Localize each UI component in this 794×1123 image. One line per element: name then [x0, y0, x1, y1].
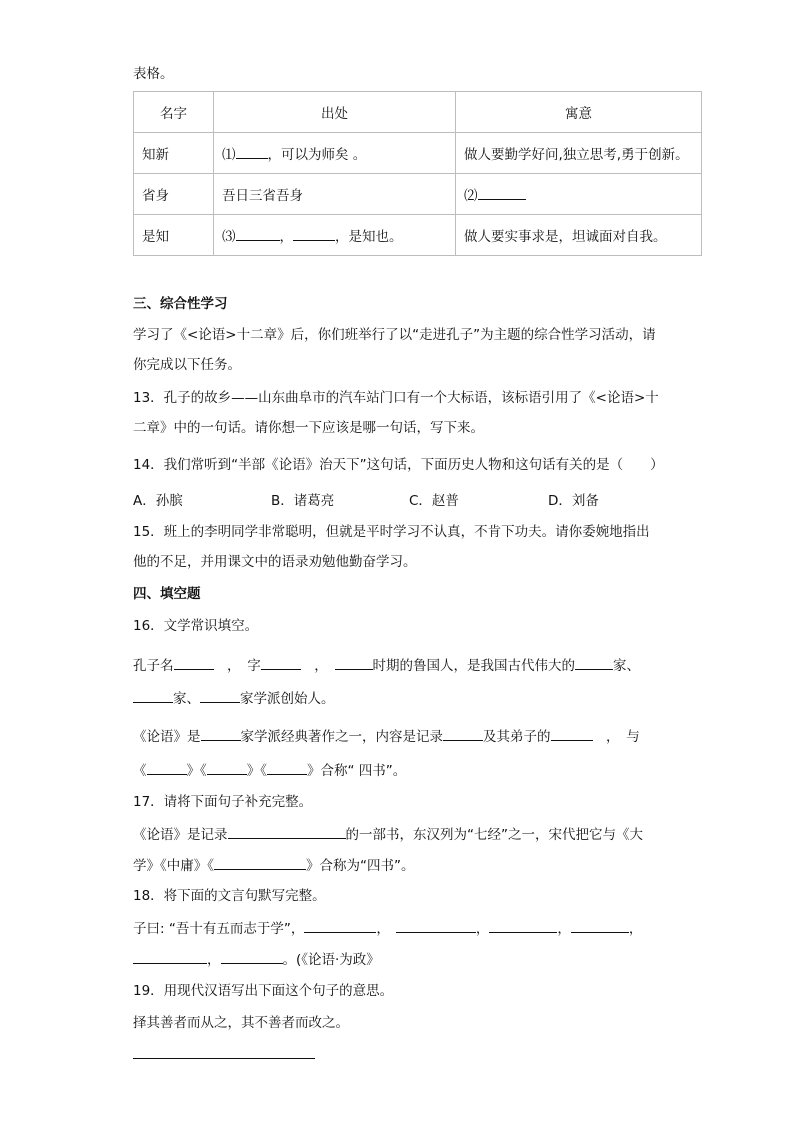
- row-meaning: 做人要勤学好问,独立思考,勇于创新。: [456, 133, 702, 174]
- answer-blank[interactable]: [133, 688, 173, 703]
- q18-text-part: ，: [475, 921, 490, 937]
- q16-text-part: 《: [133, 763, 147, 779]
- answer-blank[interactable]: [214, 855, 306, 870]
- row-meaning: 做人要实事求是，坦诚面对自我。: [456, 215, 702, 256]
- q16-text: 16．文学常识填空。: [133, 618, 259, 634]
- answer-blank[interactable]: [236, 144, 268, 159]
- q16-line2: [133, 688, 335, 709]
- answer-blank[interactable]: [478, 185, 526, 200]
- answer-blank[interactable]: [221, 949, 283, 964]
- q15-line1: 15．班上的李明同学非常聪明，但就是平时学习不认真，不肯下功夫。请你委婉地指出: [133, 524, 650, 540]
- q16-text-part: 家学派经典著作之一，内容是记录: [240, 729, 443, 745]
- answer-blank[interactable]: [200, 688, 240, 703]
- q16-text-part: 》《: [186, 763, 207, 779]
- q15-line2: 他的不足，并用课文中的语录劝勉他勤奋学习。: [133, 554, 417, 570]
- meaning-num: ⑵: [464, 188, 478, 204]
- q16-text-part: ， 与: [592, 729, 640, 745]
- header-name: 名字: [134, 92, 214, 133]
- answer-blank[interactable]: [207, 760, 247, 775]
- answer-blank[interactable]: [293, 226, 335, 241]
- q16-text-part: 家、: [173, 691, 200, 707]
- answer-blank[interactable]: [443, 726, 483, 741]
- q16-text-part: 》合称“ 四书”。: [307, 763, 407, 779]
- q18-text-part: ，: [207, 952, 221, 968]
- row-source: [214, 215, 456, 256]
- q17-text-part: 的一部书，东汉列为“七经”之一，宋代把它与《大: [345, 827, 643, 843]
- row-meaning: [456, 174, 702, 215]
- source-text: ，可以为师矣 。: [267, 147, 367, 163]
- q18-text-part: ，: [376, 921, 390, 937]
- row-source: 吾日三省吾身: [214, 174, 456, 215]
- source-text: ，: [279, 229, 293, 245]
- table-header-row: [134, 92, 702, 133]
- answer-blank[interactable]: [174, 655, 214, 670]
- q18-text-part: 子曰: “吾十有五而志于学”，: [133, 921, 305, 937]
- header-meaning: 寓意: [456, 92, 702, 133]
- q19-sentence: 择其善者而从之，其不善者而改之。: [133, 1015, 349, 1031]
- answer-blank[interactable]: [236, 226, 280, 241]
- section3-intro-line1: 学习了《<论语>十二章》后，你们班举行了以“走进孔子”为主题的综合性学习活动，请: [133, 327, 656, 343]
- section3-intro-line2: 你完成以下任务。: [133, 357, 241, 373]
- q16-text-part: 家、: [613, 658, 640, 674]
- answer-blank[interactable]: [335, 655, 373, 670]
- row-name: 省身: [134, 174, 214, 215]
- q16-line3: [133, 726, 640, 747]
- answer-blank[interactable]: [304, 918, 376, 933]
- q16-text-part: 家学派创始人。: [240, 691, 335, 707]
- answer-blank[interactable]: [489, 918, 557, 933]
- q14-option-a[interactable]: A．孙膑: [133, 493, 183, 509]
- answer-blank[interactable]: [133, 949, 207, 964]
- q16-text-part: ， 字: [213, 658, 261, 674]
- intro-text: 表格。: [133, 66, 174, 82]
- table-row: [134, 133, 702, 174]
- q17-text-part: 》合称为“四书”。: [306, 858, 415, 874]
- section3-title: 三、综合性学习: [133, 296, 228, 312]
- table-row: [134, 174, 702, 215]
- row-source: [214, 133, 456, 174]
- q18-text-part: ，: [557, 921, 571, 937]
- answer-blank[interactable]: [575, 655, 613, 670]
- q19-answer-line[interactable]: [133, 1058, 315, 1059]
- q16-text-part: 》《: [246, 763, 267, 779]
- q18-text-part: 。(《论语·为政》: [282, 952, 380, 968]
- q18-line2: [133, 949, 380, 970]
- q17-line2: [133, 855, 415, 876]
- q14-option-c[interactable]: C．赵普: [409, 493, 459, 509]
- q16-line4: [133, 760, 406, 781]
- source-text: ，是知也。: [335, 229, 403, 245]
- answer-blank[interactable]: [201, 726, 241, 741]
- source-num: ⑶: [222, 229, 236, 245]
- q14-option-b[interactable]: B．诸葛亮: [271, 493, 335, 509]
- section4-title: 四、填空题: [133, 586, 201, 602]
- q18-line1: [133, 918, 642, 939]
- source-num: ⑴: [222, 147, 236, 163]
- q16-text-part: 时期的鲁国人，是我国古代伟大的: [372, 658, 575, 674]
- q14-option-d[interactable]: D．刘备: [548, 493, 599, 509]
- q17-text: 17．请将下面句子补充完整。: [133, 794, 313, 810]
- q17-text-part: 《论语》是记录: [133, 827, 228, 843]
- answer-blank[interactable]: [147, 760, 187, 775]
- q18-text: 18．将下面的文言句默写完整。: [133, 888, 326, 904]
- answer-blank[interactable]: [267, 760, 307, 775]
- q17-line1: [133, 824, 643, 845]
- answer-blank[interactable]: [571, 918, 629, 933]
- answer-blank[interactable]: [228, 824, 346, 839]
- q16-text-part: 及其弟子的: [483, 729, 551, 745]
- answer-blank[interactable]: [261, 655, 301, 670]
- q13-line1: 13．孔子的故乡——山东曲阜市的汽车站门口有一个大标语，该标语引用了《<论语>十: [133, 390, 659, 406]
- q16-line1: [133, 655, 640, 676]
- table-row: [134, 215, 702, 256]
- q16-text-part: 孔子名: [133, 658, 174, 674]
- q14-text: 14．我们常听到“半部《论语》治天下”这句话，下面历史人物和这句话有关的是（ ）: [133, 457, 664, 473]
- q17-text-part: 学》《中庸》《: [133, 858, 214, 874]
- q19-text: 19．用现代汉语写出下面这个句子的意思。: [133, 983, 394, 999]
- q16-text-part: 《论语》是: [133, 729, 201, 745]
- info-table: [133, 91, 702, 256]
- header-source: 出处: [214, 92, 456, 133]
- answer-blank[interactable]: [396, 918, 476, 933]
- answer-blank[interactable]: [551, 726, 593, 741]
- row-name: 是知: [134, 215, 214, 256]
- q13-line2: 二章》中的一句话。请你想一下应该是哪一句话，写下来。: [133, 420, 484, 436]
- row-name: 知新: [134, 133, 214, 174]
- q18-text-part: ，: [628, 921, 643, 937]
- q16-text-part: ，: [300, 658, 335, 674]
